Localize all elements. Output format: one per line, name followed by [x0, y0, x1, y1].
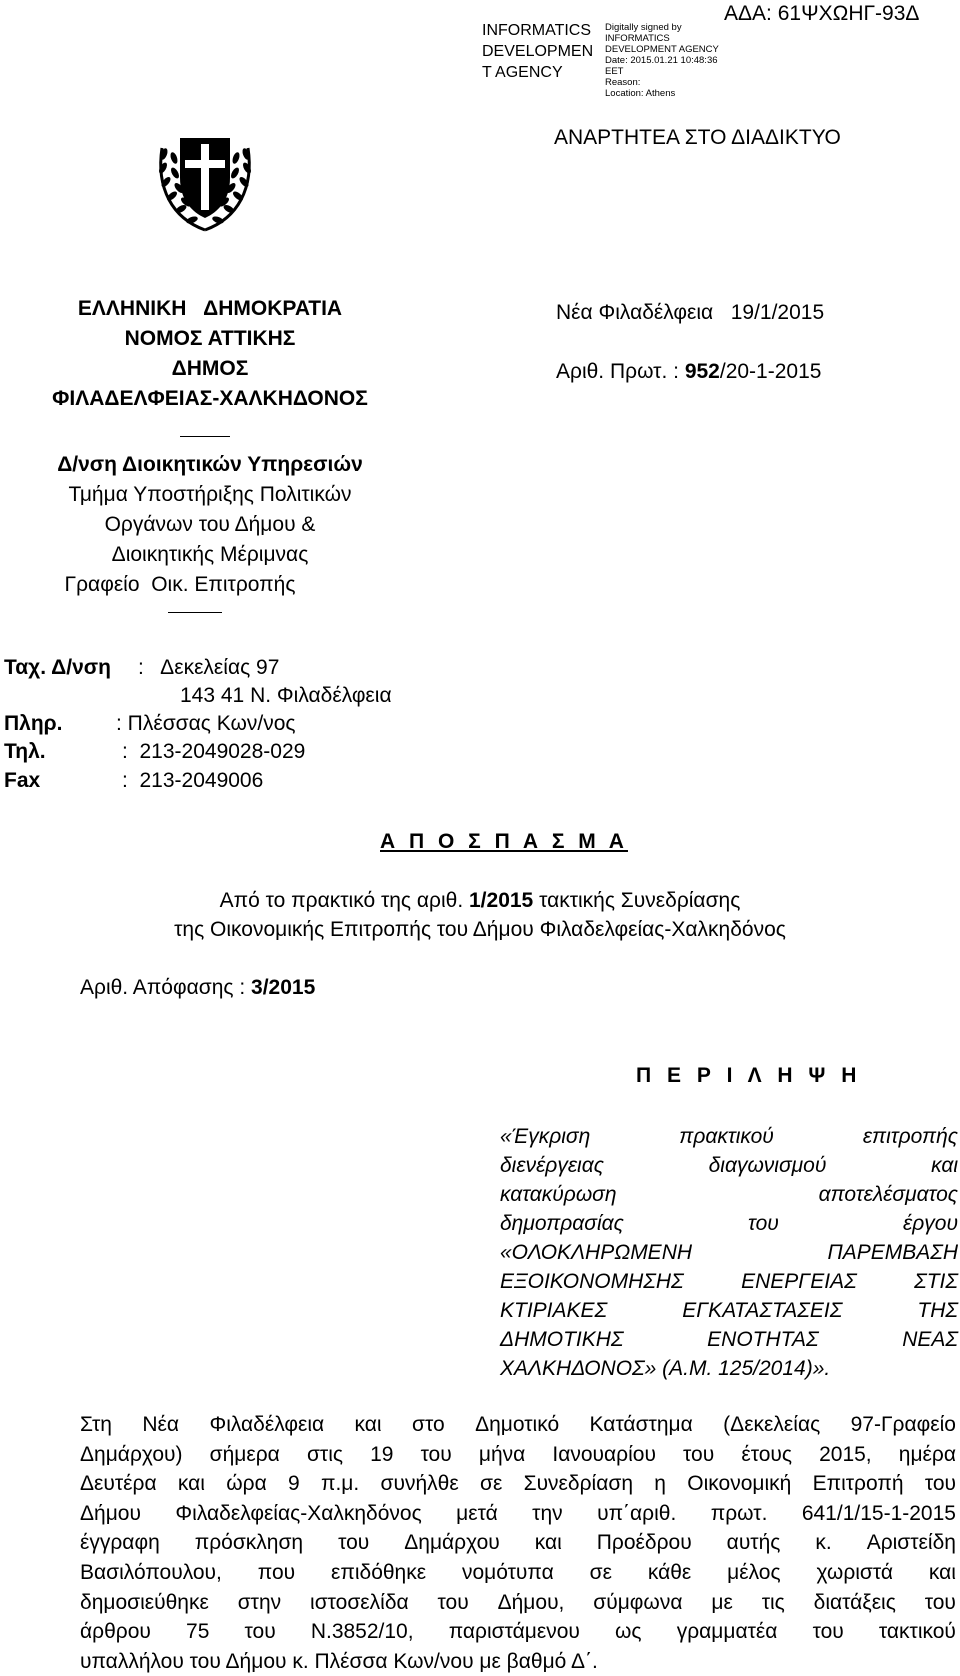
- body-line: Δήμου Φιλαδελφείας-Χαλκηδόνος μετά την υπ΄αριθ. πρωτ. 641/1/15-1-2015: [80, 1501, 956, 1525]
- signature-detail-line: EET: [605, 66, 624, 77]
- signature-detail-line: Date: 2015.01.21 10:48:36: [605, 55, 718, 66]
- signature-details: [605, 22, 719, 99]
- street-value: : Δεκελείας 97: [138, 656, 280, 679]
- protocol-value: 952: [684, 360, 720, 383]
- divider: [168, 612, 222, 613]
- department-line: Οργάνων του Δήμου &: [104, 513, 316, 536]
- phone-label: Τηλ.: [4, 740, 46, 763]
- department-line: Διοικητικής Μέριμνας: [111, 543, 309, 566]
- minutes-intro-line: Από το πρακτικό της αριθ. 1/2015 τακτικής Συνεδρίασης: [219, 889, 741, 912]
- department-office: Γραφείο Οικ. Επιτροπής: [64, 573, 296, 596]
- body-line: άρθρου 75 του Ν.3852/10, παριστάμενου ως γραμματέα του τακτικού: [80, 1620, 956, 1644]
- summary-line: ΧΑΛΚΗΔΟΝΟΣ» (Α.Μ. 125/2014)».: [500, 1357, 831, 1380]
- body-line: Στη Νέα Φιλαδέλφεια και στο Δημοτικό Κατάστημα (Δεκελείας 97-Γραφείο: [80, 1413, 956, 1436]
- body-line: έγγραφη πρόσκληση του Δημάρχου και Προέδρου αυτής κ. Αριστείδη: [80, 1531, 956, 1555]
- city-value: 143 41 Ν. Φιλαδέλφεια: [180, 684, 392, 707]
- summary-text: [500, 1122, 958, 1383]
- decision-number: Αριθ. Απόφασης : 3/2015: [80, 976, 316, 999]
- summary-line: ΕΞΟΙΚΟΝΟΜΗΣΗΣ ΕΝΕΡΓΕΙΑΣ ΣΤΙΣ: [500, 1270, 958, 1293]
- protocol-date: /20-1-2015: [719, 360, 822, 383]
- summary-line: ΔΗΜΟΤΙΚΗΣ ΕΝΟΤΗΤΑΣ ΝΕΑΣ: [500, 1328, 958, 1351]
- signature-org-line: T AGENCY: [482, 64, 563, 81]
- contact-label: Πληρ.: [4, 712, 63, 735]
- summary-line: δημοπρασίας του έργου: [500, 1212, 958, 1235]
- department-line: Τμήμα Υποστήριξης Πολιτικών: [68, 483, 352, 506]
- signature-detail-line: DEVELOPMENT AGENCY: [605, 44, 719, 55]
- fax-value: : 213-2049006: [122, 769, 264, 792]
- signature-detail-line: Reason:: [605, 77, 641, 88]
- issuer-country: ΕΛΛΗΝΙΚΗ ΔΗΜΟΚΡΑΤΙΑ: [77, 297, 343, 320]
- summary-line: «ΟΛΟΚΛΗΡΩΜΕΝΗ ΠΑΡΕΜΒΑΣΗ: [500, 1241, 958, 1264]
- body-line: δημοσιεύθηκε στην ιστοσελίδα του Δήμου, σύμφωνα με τις διατάξεις του: [80, 1590, 956, 1614]
- minutes-committee-line: της Οικονομικής Επιτροπής του Δήμου Φιλαδελφείας-Χαλκηδόνος: [174, 918, 786, 941]
- body-line: υπαλλήλου του Δήμου κ. Πλέσσα Κων/νου με βαθμό Δ΄.: [80, 1649, 598, 1673]
- issuer-municipality-name: ΦΙΛΑΔΕΛΦΕΙΑΣ-ΧΑΛΚΗΔΟΝΟΣ: [52, 387, 368, 410]
- summary-line: διενέργειας διαγωνισμού και: [500, 1154, 958, 1177]
- body-line: Δευτέρα και ώρα 9 π.μ. συνήλθε σε Συνεδρίαση η Οικονομική Επιτροπή του: [80, 1472, 956, 1496]
- protocol-number: [556, 360, 821, 384]
- minutes-number: 1/2015: [469, 889, 534, 912]
- body-paragraph: [80, 1410, 956, 1676]
- body-line: Βασιλόπουλου, που επιδόθηκε νομότυπα σε κάθε μέλος χωριστά και: [80, 1560, 956, 1584]
- minutes-intro: [0, 886, 960, 944]
- posting-notice: ΑΝΑΡΤΗΤΕΑ ΣΤΟ ΔΙΑΔΙΚΤΥΟ: [554, 126, 841, 149]
- signature-org-line: INFORMATICS: [482, 22, 592, 39]
- summary-title: Π Ε Ρ Ι Λ Η Ψ Η: [636, 1064, 862, 1087]
- department-line: Δ/νση Διοικητικών Υπηρεσιών: [57, 453, 363, 476]
- department-block: [0, 450, 420, 600]
- summary-line: «Έγκριση πρακτικού επιτροπής: [500, 1125, 958, 1148]
- divider: [180, 436, 230, 437]
- fax-label: Fax: [4, 769, 41, 792]
- phone-value: : 213-2049028-029: [122, 740, 306, 763]
- signature-detail-line: Location: Athens: [605, 88, 676, 99]
- protocol-label: Αριθ. Πρωτ. :: [556, 360, 685, 383]
- signature-detail-line: Digitally signed by: [605, 22, 682, 33]
- signature-organization: [482, 20, 593, 83]
- street-label: Ταχ. Δ/νση: [4, 656, 111, 679]
- document-title: Α Π Ο Σ Π Α Σ Μ Α: [380, 830, 628, 853]
- signature-detail-line: INFORMATICS: [605, 33, 670, 44]
- place-date: Νέα Φιλαδέλφεια 19/1/2015: [556, 301, 825, 324]
- issuer-block: [0, 294, 420, 414]
- body-line: Δημάρχου) σήμερα στις 19 του μήνα Ιανουαρίου του έτους 2015, ημέρα: [80, 1442, 956, 1466]
- signature-org-line: DEVELOPMEN: [482, 43, 594, 60]
- ada-code: ΑΔΑ: 61ΨΧΩΗΓ-93Δ: [724, 2, 920, 25]
- contact-value: : Πλέσσας Κων/νος: [116, 712, 296, 735]
- summary-line: κατακύρωση αποτελέσματος: [500, 1183, 958, 1206]
- issuer-municipality-label: ΔΗΜΟΣ: [171, 357, 249, 380]
- coat-of-arms-emblem: [150, 118, 260, 238]
- summary-line: ΚΤΙΡΙΑΚΕΣ ΕΓΚΑΤΑΣΤΑΣΕΙΣ ΤΗΣ: [500, 1299, 958, 1322]
- issuer-prefecture: ΝΟΜΟΣ ΑΤΤΙΚΗΣ: [124, 327, 296, 350]
